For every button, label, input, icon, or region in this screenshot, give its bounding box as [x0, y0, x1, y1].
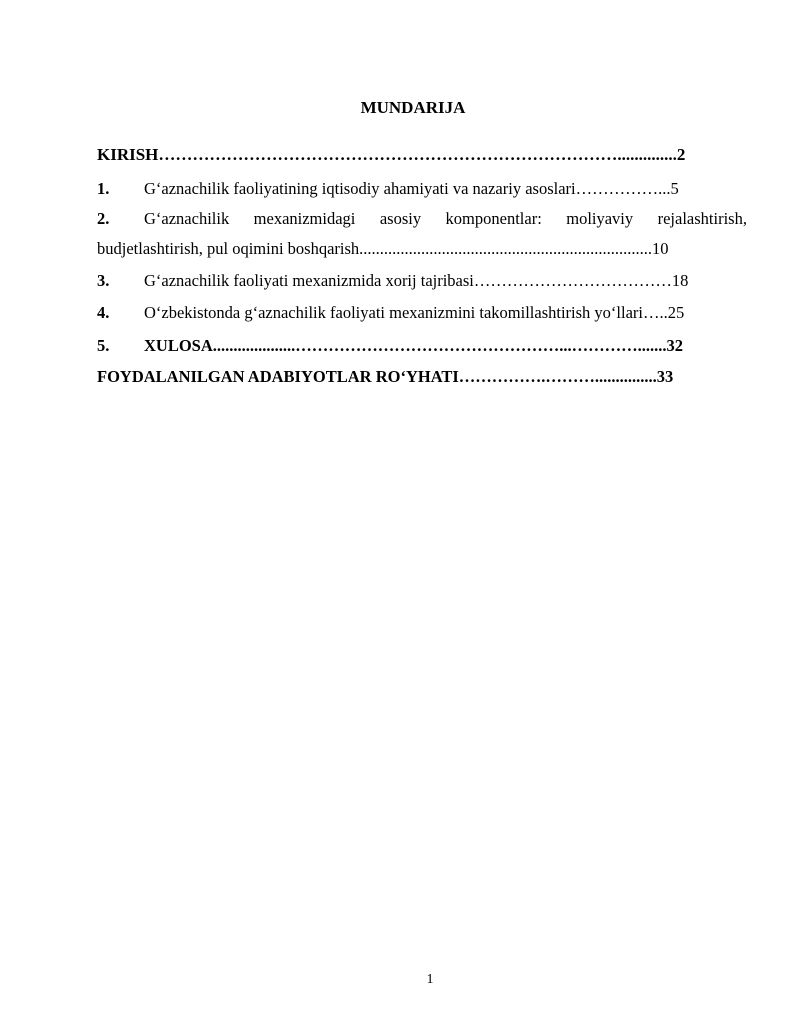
toc-entry-text: G‘aznachilik faoliyati mexanizmida xorij tajribasi………………………………18 [144, 271, 689, 290]
toc-entry-text: XULOSA....................…………………………………………...………….......32 [144, 336, 684, 355]
toc-entry-3 [97, 270, 688, 292]
toc-entry-kirish: KIRISH………………………………………………………………………..............2 [97, 145, 686, 164]
toc-entry-number: 5. [97, 336, 110, 355]
page-title: MUNDARIJA [360, 98, 466, 117]
toc-word: asosiy [379, 209, 422, 228]
toc-entry-number: 3. [97, 271, 110, 290]
toc-entry-text [144, 208, 747, 230]
toc-entry-text: G‘aznachilik faoliyatining iqtisodiy ahamiyati va nazariy asoslari……………...5 [144, 179, 679, 198]
toc-entry-text: O‘zbekistonda g‘aznachilik faoliyati mexanizmini takomillashtirish yo‘llari…..25 [144, 303, 685, 322]
toc-entry-5 [97, 335, 683, 357]
toc-entry-2-continuation: budjetlashtirish, pul oqimini boshqarish.......................................................................10 [97, 239, 669, 258]
toc-entry-4 [97, 302, 684, 324]
toc-word: moliyaviy [566, 209, 634, 228]
toc-entry-number: 1. [97, 179, 110, 198]
toc-entry-number: 2. [97, 209, 110, 228]
page-number: 1 [426, 972, 434, 987]
toc-entry-2 [97, 208, 747, 230]
toc-entry-number: 4. [97, 303, 110, 322]
toc-entry-1 [97, 178, 679, 200]
toc-word: rejalashtirish, [657, 209, 747, 228]
toc-entry-bibliography: FOYDALANILGAN ADABIYOTLAR RO‘YHATI…………….………...............33 [97, 367, 674, 386]
toc-word: G‘aznachilik [144, 209, 230, 228]
toc-word: mexanizmidagi [253, 209, 356, 228]
toc-word: komponentlar: [445, 209, 542, 228]
